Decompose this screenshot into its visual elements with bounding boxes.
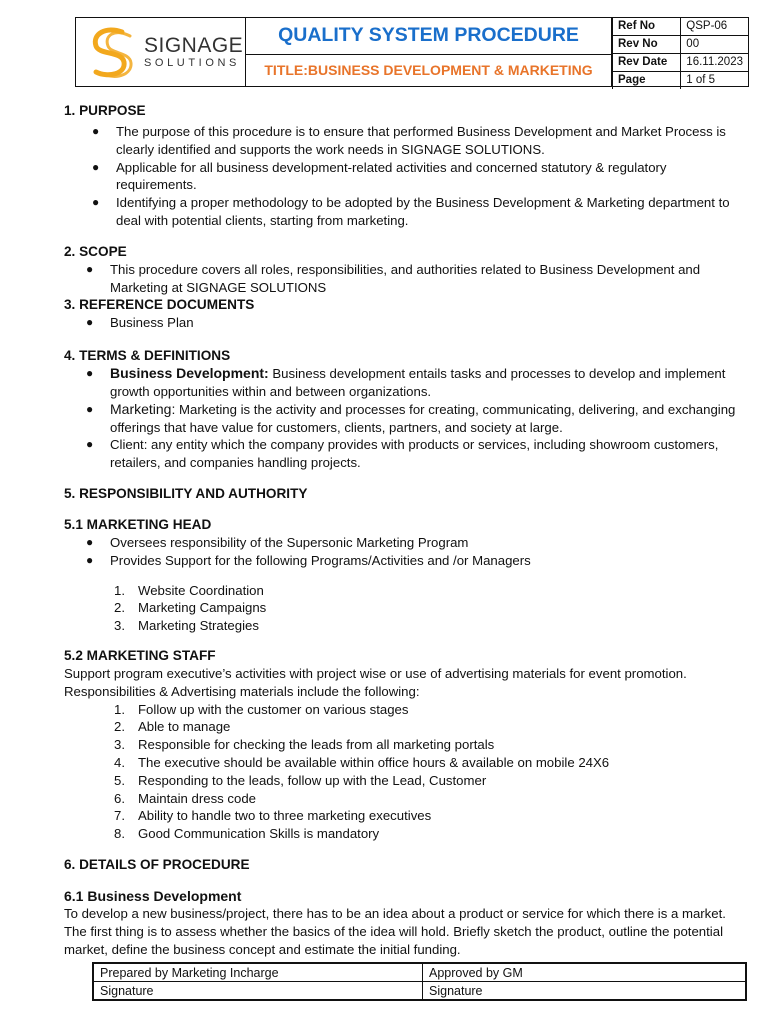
document-body <box>64 102 744 958</box>
list-item: 8. Good Communication Skills is mandatory <box>114 826 380 842</box>
subsection-heading-business-development: 6.1 Business Development <box>64 887 242 904</box>
bullet-icon: ● <box>92 195 100 210</box>
marketing-head-list <box>64 534 744 570</box>
meta-label-page: Page <box>613 72 681 90</box>
signature-right-cell[interactable]: Signature <box>423 982 747 1001</box>
meta-label-ref: Ref No <box>613 18 681 36</box>
header-title-block <box>246 18 612 86</box>
company-logo <box>76 18 246 86</box>
list-item: ● Identifying a proper methodology to be adopted by the Business Development & Marketing department to deal with potential clients, starting from marketing. <box>92 195 730 228</box>
references-list <box>64 314 744 332</box>
bullet-icon: ● <box>86 534 94 549</box>
terms-list <box>64 365 744 472</box>
marketing-head-programs <box>64 582 744 635</box>
list-item: 4. The executive should be available within office hours & available on mobile 24X6 <box>114 754 610 770</box>
list-item: 2. Able to manage <box>114 719 231 735</box>
bullet-icon: ● <box>92 124 100 138</box>
document-meta <box>612 18 748 86</box>
list-item <box>64 365 744 401</box>
list-item <box>64 401 744 437</box>
section-heading-responsibility: 5. RESPONSIBILITY AND AUTHORITY <box>64 485 308 501</box>
list-item: 6. Maintain dress code <box>114 790 257 806</box>
document-title: QUALITY SYSTEM PROCEDURE <box>246 18 611 55</box>
section-heading-references: 3. REFERENCE DOCUMENTS <box>64 297 255 313</box>
subsection-heading-marketing-head: 5.1 MARKETING HEAD <box>64 516 212 532</box>
meta-value-page: 1 of 5 <box>681 72 748 90</box>
bullet-icon: ● <box>86 261 94 276</box>
list-item: 3. Marketing Strategies <box>114 618 259 634</box>
signature-left-cell[interactable]: Signature <box>93 982 423 1001</box>
list-item: ● The purpose of this procedure is to ensure that performed Business Development and Market Process is clearly identified and supports the work needs in SIGNAGE SOLUTIONS. <box>92 124 726 157</box>
meta-label-date: Rev Date <box>613 54 681 72</box>
bullet-icon: ● <box>86 437 94 452</box>
list-item: ● Applicable for all business development-related activities and concerned statutory & regulatory requirements. <box>92 159 667 193</box>
list-item: ● Provides Support for the following Programs/Activities and /or Managers <box>86 552 531 568</box>
meta-value-rev: 00 <box>681 36 748 54</box>
list-item <box>64 436 744 472</box>
bullet-icon: ● <box>86 366 94 381</box>
list-item: ● Business Plan <box>86 315 194 331</box>
bullet-icon: ● <box>86 401 94 416</box>
meta-label-rev: Rev No <box>613 36 681 54</box>
bullet-icon: ● <box>92 159 100 174</box>
signoff-table <box>92 962 747 1001</box>
list-item: 1. Follow up with the customer on various stages <box>114 701 409 717</box>
list-item: 5. Responding to the leads, follow up with the Lead, Customer <box>114 772 487 788</box>
meta-value-ref: QSP-06 <box>681 18 748 36</box>
marketing-staff-intro: Support program executive’s activities with project wise or use of advertising materials for event promotion. Responsibilities & Advertising materials include the following: <box>64 665 687 699</box>
list-item: ● This procedure covers all roles, responsibilities, and authorities related to Business Development and Marketing at SIGNAGE SOLUTIONS <box>86 261 701 295</box>
list-item: 7. Ability to handle two to three marketing executives <box>114 808 432 824</box>
list-item: 1. Website Coordination <box>114 582 264 598</box>
purpose-list <box>64 123 744 230</box>
prepared-by-cell: Prepared by Marketing Incharge <box>93 963 423 982</box>
logo-wordmark <box>144 35 243 69</box>
signage-logo-icon <box>84 24 140 80</box>
section-heading-scope: 2. SCOPE <box>64 243 127 259</box>
approved-by-cell: Approved by GM <box>423 963 747 982</box>
term-definition: Marketing is the activity and processes for creating, communicating, delivering, and exchanging offerings that have value for customers, clients, partners, and society at large. <box>110 401 736 435</box>
bullet-icon: ● <box>86 552 94 567</box>
section-heading-details: 6. DETAILS OF PROCEDURE <box>64 856 250 872</box>
list-item: 2. Marketing Campaigns <box>114 600 267 616</box>
logo-subtitle: SOLUTIONS <box>144 57 240 69</box>
marketing-staff-list <box>64 701 744 843</box>
list-item: ● Oversees responsibility of the Supersonic Marketing Program <box>86 534 469 550</box>
term-business-development: Business Development: <box>110 365 269 382</box>
logo-name: SIGNAGE <box>144 34 244 57</box>
bullet-icon: ● <box>86 315 94 330</box>
scope-list <box>64 261 744 297</box>
business-development-text: To develop a new business/project, there has to be an idea about a product or service for which there is a market. The first thing is to assess whether the basics of the idea will hold. Briefly sketch the product, outline the potential market, define the business concept and estimate the initial funding. <box>64 905 726 957</box>
subsection-heading-marketing-staff: 5.2 MARKETING STAFF <box>64 647 216 663</box>
term-marketing: Marketing: <box>110 400 176 417</box>
section-heading-terms: 4. TERMS & DEFINITIONS <box>64 348 231 364</box>
term-definition: Business development entails tasks and processes to develop and implement growth opportunities within and between organizations. <box>110 366 726 399</box>
section-heading-purpose: 1. PURPOSE <box>64 103 146 118</box>
list-item: 3. Responsible for checking the leads from all marketing portals <box>114 737 495 753</box>
document-header <box>75 17 749 87</box>
meta-value-date: 16.11.2023 <box>681 54 748 72</box>
term-definition: Client: any entity which the company provides with products or services, including showroom customers, retailers, and companies handling projects. <box>110 437 719 471</box>
document-subtitle: TITLE:BUSINESS DEVELOPMENT & MARKETING <box>264 61 593 78</box>
